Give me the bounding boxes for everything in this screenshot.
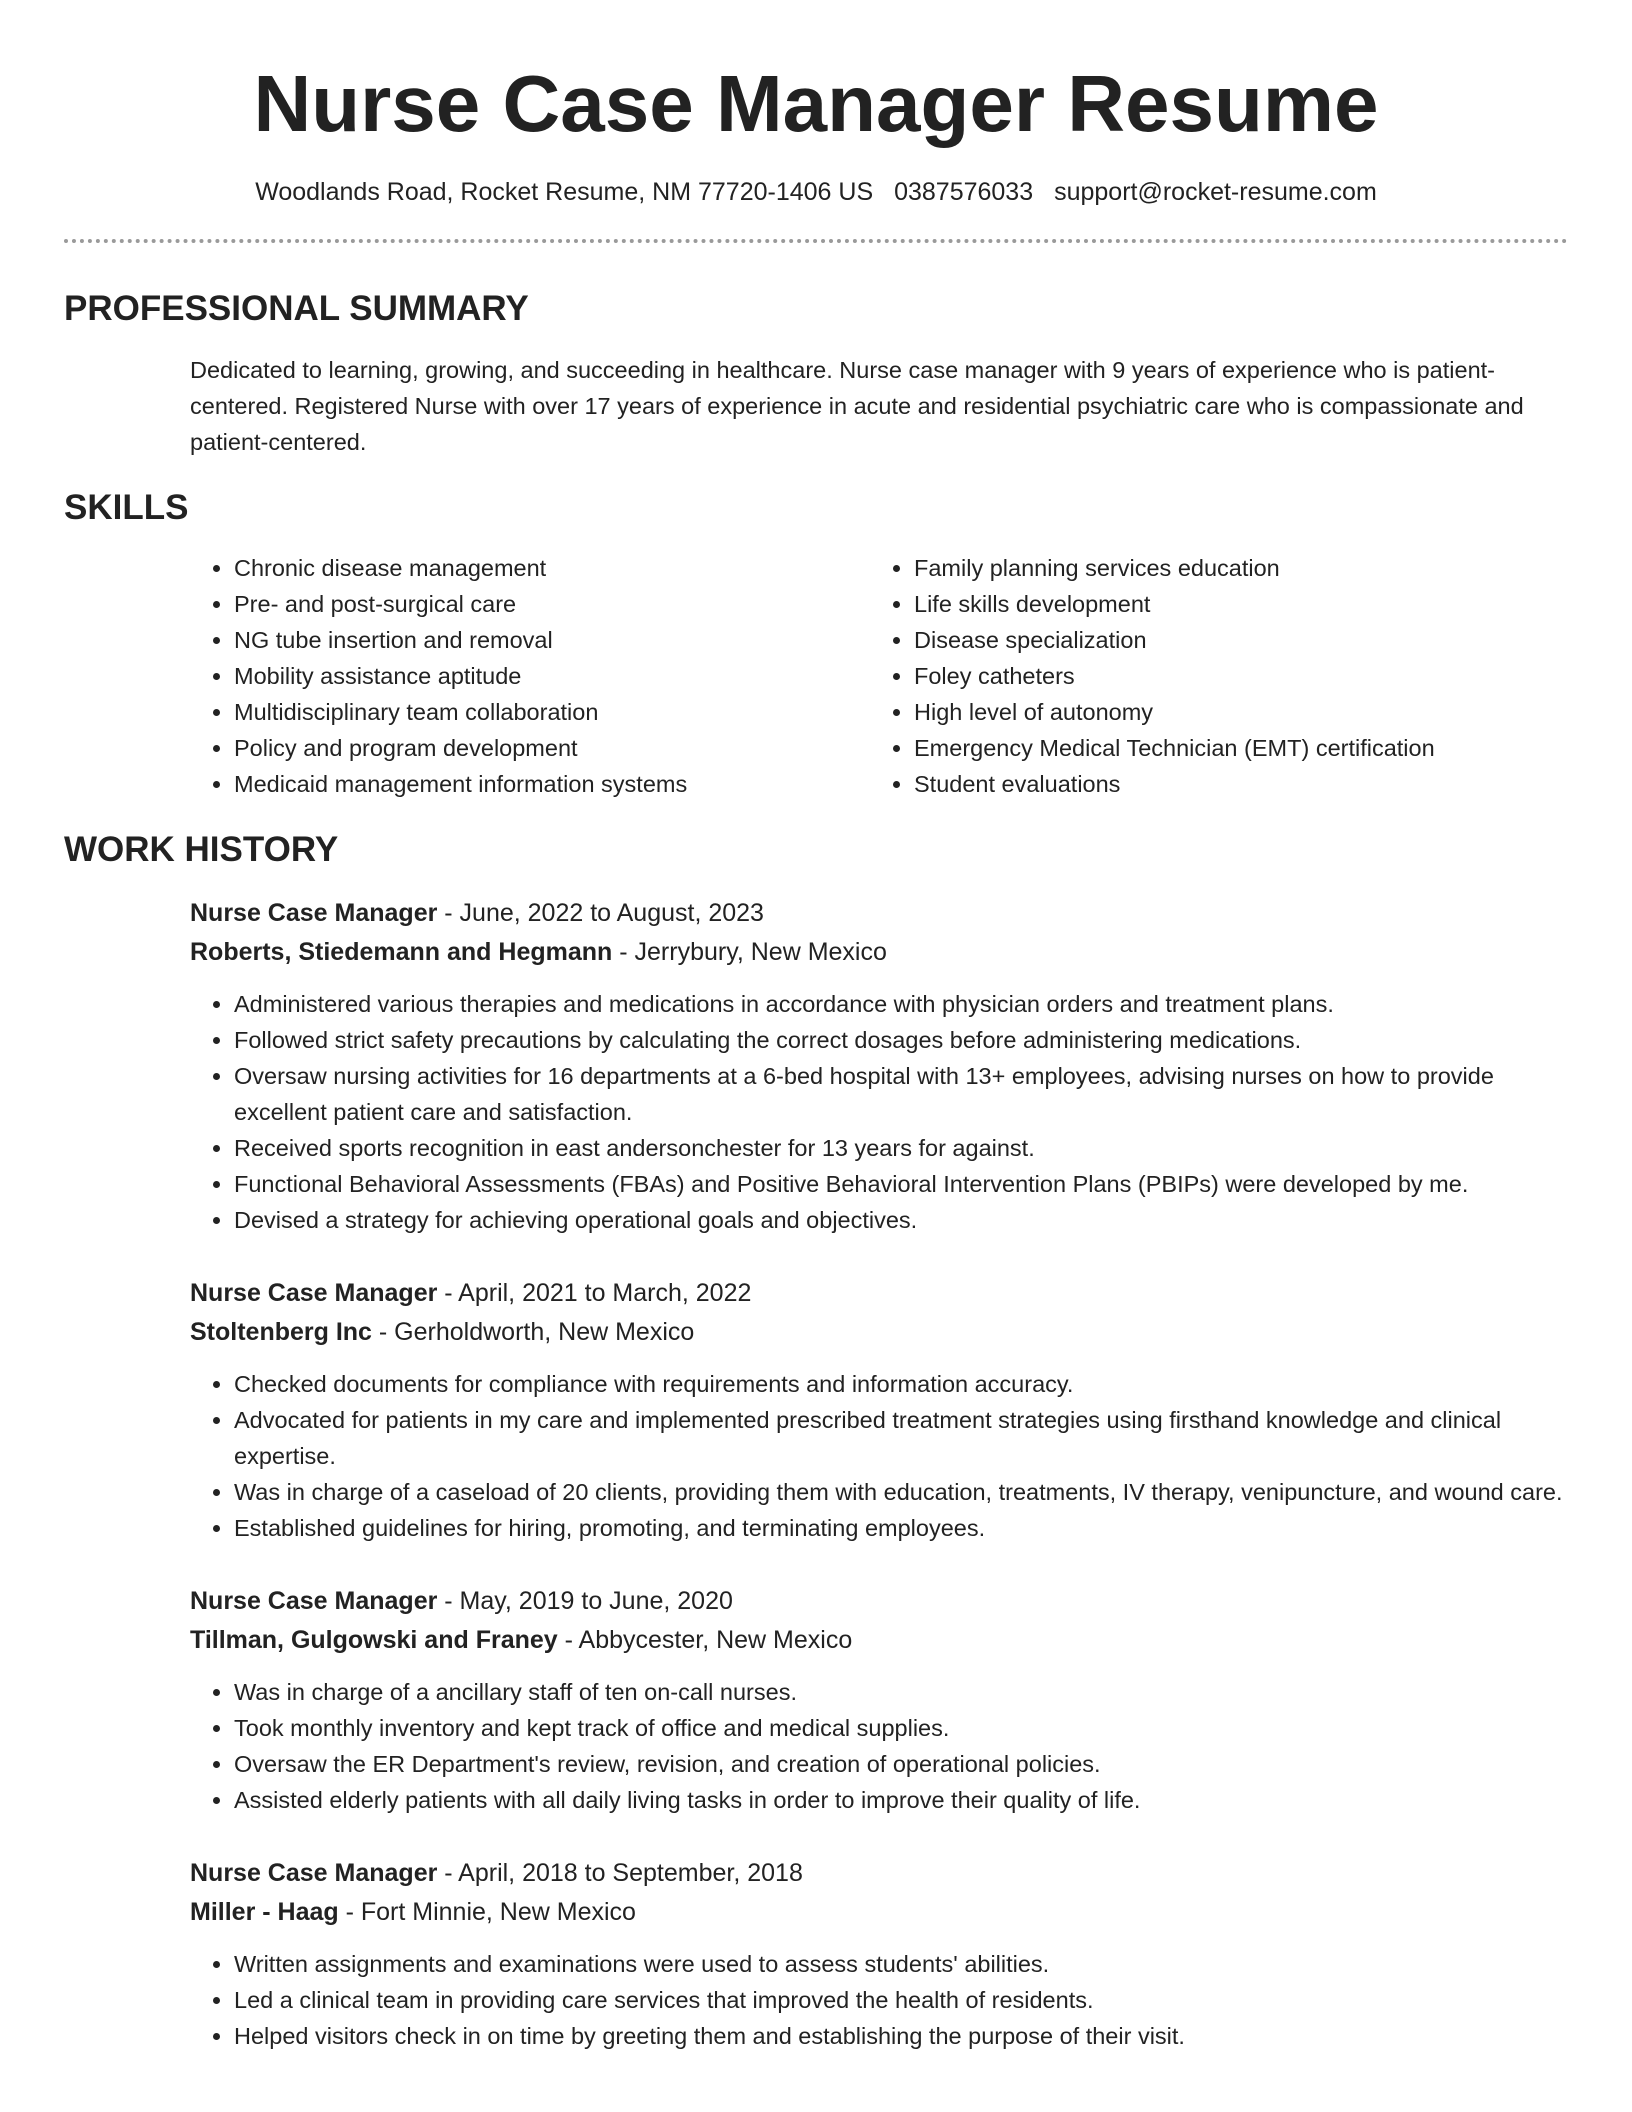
job-bullet: • Assisted elderly patients with all daily living tasks in order to improve their quality of life.	[234, 1782, 1568, 1818]
section-title-work: WORK HISTORY	[64, 830, 339, 869]
job-entry	[190, 1854, 1568, 2054]
job-bullet: • Devised a strategy for achieving operational goals and objectives.	[234, 1202, 1568, 1238]
job-bullet: • Established guidelines for hiring, promoting, and terminating employees.	[234, 1510, 1568, 1546]
job-bullets	[190, 1674, 1568, 1818]
job-company-line	[190, 1313, 1568, 1352]
contact-line	[64, 176, 1568, 208]
job-bullet: • Oversaw nursing activities for 16 departments at a 6-bed hospital with 13+ employees, advising nurses on how to provide excellent patient care and satisfaction.	[234, 1058, 1568, 1130]
job-location: - Abbycester, New Mexico	[557, 1626, 853, 1654]
job-bullet: • Followed strict safety precautions by calculating the correct dosages before administering medications.	[234, 1022, 1568, 1058]
job-bullets	[190, 986, 1568, 1238]
contact-email[interactable]: support@rocket-resume.com	[1054, 178, 1377, 206]
job-company: Miller - Haag	[190, 1898, 339, 1926]
job-dates: - April, 2021 to March, 2022	[437, 1279, 752, 1307]
job-company: Roberts, Stiedemann and Hegmann	[190, 938, 613, 966]
section-title-skills: SKILLS	[64, 488, 189, 527]
job-location: - Jerrybury, New Mexico	[612, 938, 887, 966]
skill-item: • Policy and program development	[234, 730, 870, 766]
skills-grid	[190, 550, 1568, 802]
skill-item: • Family planning services education	[914, 550, 1550, 586]
skill-item: • Foley catheters	[914, 658, 1550, 694]
skill-item: • Mobility assistance aptitude	[234, 658, 870, 694]
job-company-line	[190, 933, 1568, 972]
job-bullet: • Functional Behavioral Assessments (FBAs) and Positive Behavioral Intervention Plans (PBIPs) were developed by me.	[234, 1166, 1568, 1202]
job-company-line	[190, 1621, 1568, 1660]
skills-section	[64, 486, 1568, 802]
job-company: Tillman, Gulgowski and Franey	[190, 1626, 558, 1654]
contact-address: Woodlands Road, Rocket Resume, NM 77720-1406 US	[255, 178, 874, 206]
job-bullet: • Took monthly inventory and kept track of office and medical supplies.	[234, 1710, 1568, 1746]
section-title-summary: PROFESSIONAL SUMMARY	[64, 289, 529, 328]
job-role-line	[190, 1854, 1568, 1893]
job-role: Nurse Case Manager	[190, 1859, 438, 1887]
skill-item: • Medicaid management information systems	[234, 766, 870, 802]
job-location: - Gerholdworth, New Mexico	[371, 1318, 695, 1346]
job-bullet: • Checked documents for compliance with requirements and information accuracy.	[234, 1366, 1568, 1402]
job-role-line	[190, 894, 1568, 933]
skill-item: • Emergency Medical Technician (EMT) certification	[914, 730, 1550, 766]
job-role: Nurse Case Manager	[190, 1279, 438, 1307]
job-bullets	[190, 1946, 1568, 2054]
job-bullet: • Advocated for patients in my care and implemented prescribed treatment strategies using firsthand knowledge and clinical expertise.	[234, 1402, 1568, 1474]
skill-item: • Multidisciplinary team collaboration	[234, 694, 870, 730]
job-company: Stoltenberg Inc	[190, 1318, 372, 1346]
skill-item: • Pre- and post-surgical care	[234, 586, 870, 622]
job-bullet: • Was in charge of a ancillary staff of ten on-call nurses.	[234, 1674, 1568, 1710]
job-bullet: • Helped visitors check in on time by greeting them and establishing the purpose of their visit.	[234, 2018, 1568, 2054]
job-dates: - June, 2022 to August, 2023	[437, 899, 764, 927]
job-entry	[190, 1274, 1568, 1546]
skill-item: • Disease specialization	[914, 622, 1550, 658]
skills-column-right	[870, 550, 1550, 802]
job-entry	[190, 1582, 1568, 1818]
job-role-line	[190, 1274, 1568, 1313]
job-role: Nurse Case Manager	[190, 1587, 438, 1615]
job-bullet: • Administered various therapies and medications in accordance with physician orders and treatment plans.	[234, 986, 1568, 1022]
job-bullet: • Oversaw the ER Department's review, revision, and creation of operational policies.	[234, 1746, 1568, 1782]
job-dates: - May, 2019 to June, 2020	[437, 1587, 733, 1615]
skill-item: • Chronic disease management	[234, 550, 870, 586]
header-divider	[64, 239, 1568, 243]
job-location: - Fort Minnie, New Mexico	[338, 1898, 636, 1926]
job-bullet: • Received sports recognition in east andersonchester for 13 years for against.	[234, 1130, 1568, 1166]
job-dates: - April, 2018 to September, 2018	[437, 1859, 803, 1887]
resume-header	[64, 0, 1568, 243]
skill-item: • High level of autonomy	[914, 694, 1550, 730]
job-role: Nurse Case Manager	[190, 899, 438, 927]
contact-phone: 0387576033	[894, 178, 1034, 206]
skill-item: • Life skills development	[914, 586, 1550, 622]
resume-title: Nurse Case Manager Resume	[253, 59, 1379, 148]
job-role-line	[190, 1582, 1568, 1621]
job-bullet: • Led a clinical team in providing care services that improved the health of residents.	[234, 1982, 1568, 2018]
job-bullet: • Written assignments and examinations were used to assess students' abilities.	[234, 1946, 1568, 1982]
professional-summary-section	[64, 287, 1568, 460]
skill-item: • Student evaluations	[914, 766, 1550, 802]
job-entry	[190, 894, 1568, 1238]
skill-item: • NG tube insertion and removal	[234, 622, 870, 658]
work-history-section	[64, 828, 1568, 2054]
summary-text: Dedicated to learning, growing, and succeeding in healthcare. Nurse case manager with 9 years of experience who is patient-centered. Registered Nurse with over 17 years of experience in acute and residential psychiatric care who is compassionate and patient-centered.	[190, 357, 1524, 455]
job-bullets	[190, 1366, 1568, 1546]
job-company-line	[190, 1893, 1568, 1932]
job-bullet: • Was in charge of a caseload of 20 clients, providing them with education, treatments, IV therapy, venipuncture, and wound care.	[234, 1474, 1568, 1510]
skills-column-left	[190, 550, 870, 802]
